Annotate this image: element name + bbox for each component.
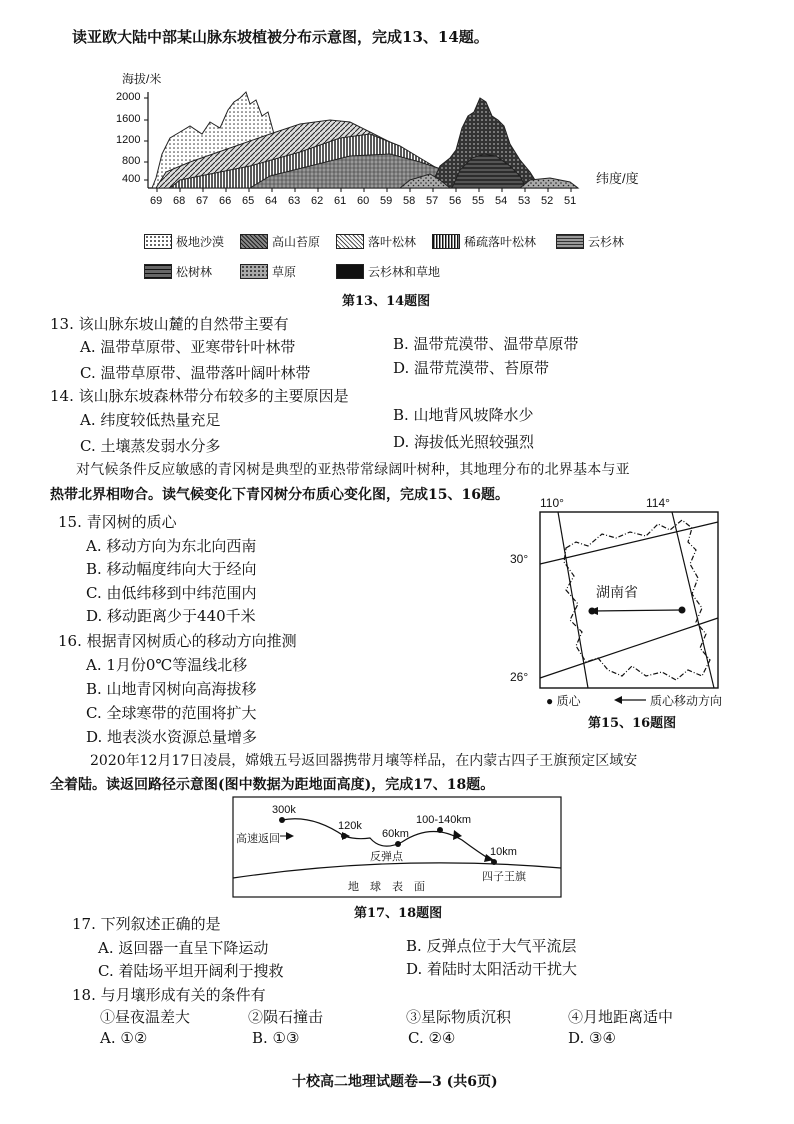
- fig3-height-300k: 300k: [272, 804, 296, 816]
- q17-option-c[interactable]: C. 着陆场平坦开阔利于搜救: [98, 962, 284, 980]
- hunan-centroid-map: [506, 494, 746, 734]
- legend-label: 落叶松林: [368, 235, 417, 249]
- fig3-earth-surface: 地 球 表 面: [348, 881, 425, 893]
- fig2-lon-110: 110°: [540, 496, 564, 510]
- fig1-xtick: 69: [150, 195, 163, 207]
- fig1-xtick: 56: [449, 195, 462, 207]
- fig2-province-label: 湖南省: [596, 585, 638, 601]
- fig1-xlabel: 纬度/度: [596, 171, 639, 186]
- fig1-xtick: 52: [541, 195, 554, 207]
- fig1-xtick: 67: [196, 195, 209, 207]
- fig3-height-120k: 120k: [338, 820, 362, 832]
- fig1-caption: 第13、14题图: [342, 294, 431, 309]
- fig2-lon-114: 114°: [646, 496, 670, 510]
- fig3-rebound-point: 反弹点: [370, 851, 403, 863]
- q16-option-d[interactable]: D. 地表淡水资源总量增多: [86, 728, 258, 746]
- legend-swatch-pine: [144, 264, 172, 279]
- fig1-ytick: 1600: [116, 113, 141, 125]
- vegetation-profile-figure: [100, 62, 660, 332]
- legend-label: 高山苔原: [272, 235, 321, 249]
- q18-option-c[interactable]: C. ②④: [408, 1029, 456, 1047]
- q18-option-a[interactable]: A. ①②: [100, 1029, 148, 1047]
- q13-option-d[interactable]: D. 温带荒漠带、苔原带: [393, 359, 550, 377]
- q14-option-d[interactable]: D. 海拔低光照较强烈: [393, 433, 535, 451]
- fig1-ytick: 400: [122, 173, 141, 185]
- legend-swatch-larch: [336, 234, 364, 249]
- q14-option-b[interactable]: B. 山地背风坡降水少: [393, 406, 534, 424]
- q16-option-c[interactable]: C. 全球寒带的范围将扩大: [86, 704, 257, 722]
- q13-option-c[interactable]: C. 温带草原带、温带落叶阔叶林带: [80, 364, 311, 382]
- fig3-landing-site: 四子王旗: [482, 871, 526, 883]
- q14-option-a[interactable]: A. 纬度较低热量充足: [80, 411, 221, 429]
- q16-option-a[interactable]: A. 1月份0℃等温线北移: [86, 656, 248, 674]
- intro-15-16-line2: 热带北界相吻合。读气候变化下青冈树分布质心变化图，完成15、16题。: [50, 487, 509, 503]
- legend-label: 稀疏落叶松林: [464, 235, 537, 249]
- legend-label: 松树林: [176, 265, 213, 279]
- fig1-xtick: 60: [357, 195, 370, 207]
- q18-option-d[interactable]: D. ③④: [568, 1029, 616, 1047]
- q14-stem: 14. 该山脉东坡森林带分布较多的主要原因是: [50, 387, 349, 405]
- intro-13-14: 读亚欧大陆中部某山脉东坡植被分布示意图，完成13、14题。: [72, 28, 489, 46]
- fig3-label-start: 高速返回: [236, 830, 280, 846]
- q13-option-a[interactable]: A. 温带草原带、亚寒带针叶林带: [80, 338, 296, 356]
- fig1-xtick: 54: [495, 195, 508, 207]
- q17-option-a[interactable]: A. 返回器一直呈下降运动: [98, 939, 269, 957]
- q18-condition-4: ④月地距离适中: [568, 1008, 674, 1026]
- fig1-xtick: 59: [380, 195, 393, 207]
- fig3-caption: 第17、18题图: [354, 906, 443, 921]
- fig2-caption: 第15、16题图: [588, 716, 677, 731]
- q15-stem: 15. 青冈树的质心: [58, 513, 177, 531]
- fig1-xtick: 64: [265, 195, 278, 207]
- legend-label: 云杉林: [588, 235, 625, 249]
- legend-swatch-spruce: [556, 234, 584, 249]
- fig2-legend-arrow: 质心移动方向: [650, 694, 723, 708]
- fig2-lat-26: 26°: [510, 670, 529, 684]
- legend-swatch-alpine-tundra: [240, 234, 268, 249]
- fig1-xtick: 63: [288, 195, 301, 207]
- fig3-height-60km: 60km: [382, 828, 409, 840]
- q13-stem: 13. 该山脉东坡山麓的自然带主要有: [50, 315, 289, 333]
- q14-option-c[interactable]: C. 土壤蒸发弱水分多: [80, 437, 221, 455]
- q13-option-b[interactable]: B. 温带荒漠带、温带草原带: [393, 335, 579, 353]
- legend-label: 云杉林和草地: [368, 265, 441, 279]
- fig1-xtick: 66: [219, 195, 232, 207]
- fig3-height-10km: 10km: [490, 846, 517, 858]
- q18-condition-2: ②陨石撞击: [248, 1008, 324, 1026]
- fig1-xtick: 61: [334, 195, 347, 207]
- fig1-ytick: 2000: [116, 91, 141, 103]
- fig1-xtick: 62: [311, 195, 324, 207]
- fig1-ytick: 1200: [116, 134, 141, 146]
- q18-option-b[interactable]: B. ①③: [252, 1029, 300, 1047]
- q16-stem: 16. 根据青冈树质心的移动方向推测: [58, 632, 297, 650]
- q15-option-c[interactable]: C. 由低纬移到中纬范围内: [86, 584, 257, 602]
- intro-17-18-line2: 全着陆。读返回路径示意图(图中数据为距地面高度)，完成17、18题。: [50, 777, 495, 793]
- q18-stem: 18. 与月壤形成有关的条件有: [72, 986, 266, 1004]
- fig1-xtick: 51: [564, 195, 577, 207]
- q17-stem: 17. 下列叙述正确的是: [72, 915, 221, 933]
- q17-option-d[interactable]: D. 着陆时太阳活动干扰大: [406, 960, 578, 978]
- fig1-xtick: 58: [403, 195, 416, 207]
- legend-swatch-polar-desert: [144, 234, 172, 249]
- legend-label: 草原: [272, 265, 297, 279]
- fig1-xtick: 55: [472, 195, 485, 207]
- q15-option-a[interactable]: A. 移动方向为东北向西南: [86, 537, 257, 555]
- legend-swatch-spruce-and-meadow: [336, 264, 364, 279]
- fig2-legend-point: ● 质心: [546, 694, 581, 708]
- fig1-ytick: 800: [122, 155, 141, 167]
- fig3-height-100-140km: 100-140km: [416, 814, 472, 826]
- fig1-xtick: 68: [173, 195, 186, 207]
- fig1-xtick: 53: [518, 195, 531, 207]
- page-footer: 十校高二地理试题卷—3 (共6页): [292, 1074, 498, 1090]
- fig1-xtick: 57: [426, 195, 439, 207]
- intro-17-18-line1: 2020年12月17日凌晨，嫦娥五号返回器携带月壤等样品，在内蒙古四子王旗预定区域安: [90, 753, 638, 769]
- q18-condition-3: ③星际物质沉积: [406, 1008, 512, 1026]
- legend-swatch-sparse-larch: [432, 234, 460, 249]
- fig2-lat-30: 30°: [510, 552, 529, 566]
- q15-option-b[interactable]: B. 移动幅度纬向大于经向: [86, 560, 257, 578]
- intro-15-16-line1: 对气候条件反应敏感的青冈树是典型的亚热带常绿阔叶树种，其地理分布的北界基本与亚: [76, 462, 630, 478]
- return-path-figure: [232, 796, 564, 921]
- q15-option-d[interactable]: D. 移动距离少于440千米: [86, 607, 256, 625]
- legend-swatch-steppe: [240, 264, 268, 279]
- q16-option-b[interactable]: B. 山地青冈树向高海拔移: [86, 680, 257, 698]
- legend-label: 极地沙漠: [176, 235, 225, 249]
- q18-condition-1: ①昼夜温差大: [100, 1008, 191, 1026]
- fig1-ylabel: 海拔/米: [122, 72, 162, 86]
- q17-option-b[interactable]: B. 反弹点位于大气平流层: [406, 937, 577, 955]
- fig1-xtick: 65: [242, 195, 255, 207]
